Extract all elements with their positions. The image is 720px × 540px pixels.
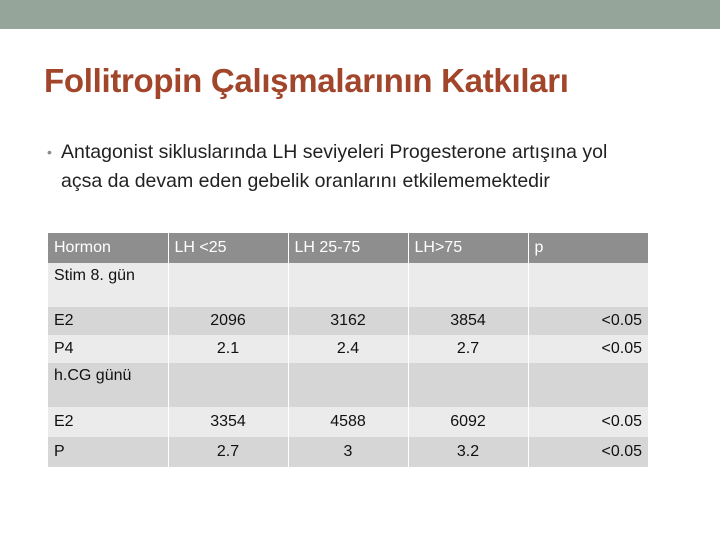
table-row [48,307,648,335]
table-cell: 2.4 [288,335,408,363]
table-cell: 2096 [168,307,288,335]
table-cell: 3354 [168,407,288,437]
section-row-stim [48,263,648,307]
table-cell: 3162 [288,307,408,335]
row-label: E2 [48,407,168,437]
table-row [48,335,648,363]
p-value-cell: <0.05 [528,335,648,363]
bullet-text: Antagonist sikluslarında LH seviyeleri Progesterone artışına yol açsa da devam eden gebelik oranlarını etkilememektedir [61,141,608,192]
header-lh-gt75: LH>75 [408,233,528,263]
p-value-cell: <0.05 [528,307,648,335]
slide-title: Follitropin Çalışmalarının Katkıları [44,62,569,99]
section-row-hcg [48,363,648,407]
table-cell: 6092 [408,407,528,437]
table-cell: 2.1 [168,335,288,363]
table-row [48,437,648,467]
table-row [48,407,648,437]
table-cell: 3854 [408,307,528,335]
header-lh-25-75: LH 25-75 [288,233,408,263]
table-cell: 3 [288,437,408,467]
header-hormon: Hormon [48,233,168,263]
bullet-point [47,138,647,196]
header-p: p [528,233,648,263]
table-cell: 3.2 [408,437,528,467]
header-lh-lt25: LH <25 [168,233,288,263]
row-label: E2 [48,307,168,335]
p-value-cell: <0.05 [528,407,648,437]
row-label: P [48,437,168,467]
table-header-row [48,233,648,263]
section-label-hcg: h.CG günü [48,363,168,407]
results-table [48,233,648,467]
table-cell: 4588 [288,407,408,437]
section-label-stim: Stim 8. gün [48,263,168,307]
table-cell: 2.7 [168,437,288,467]
row-label: P4 [48,335,168,363]
bullet-icon: • [47,144,52,160]
table-cell: 2.7 [408,335,528,363]
p-value-cell: <0.05 [528,437,648,467]
top-accent-bar [0,0,720,29]
